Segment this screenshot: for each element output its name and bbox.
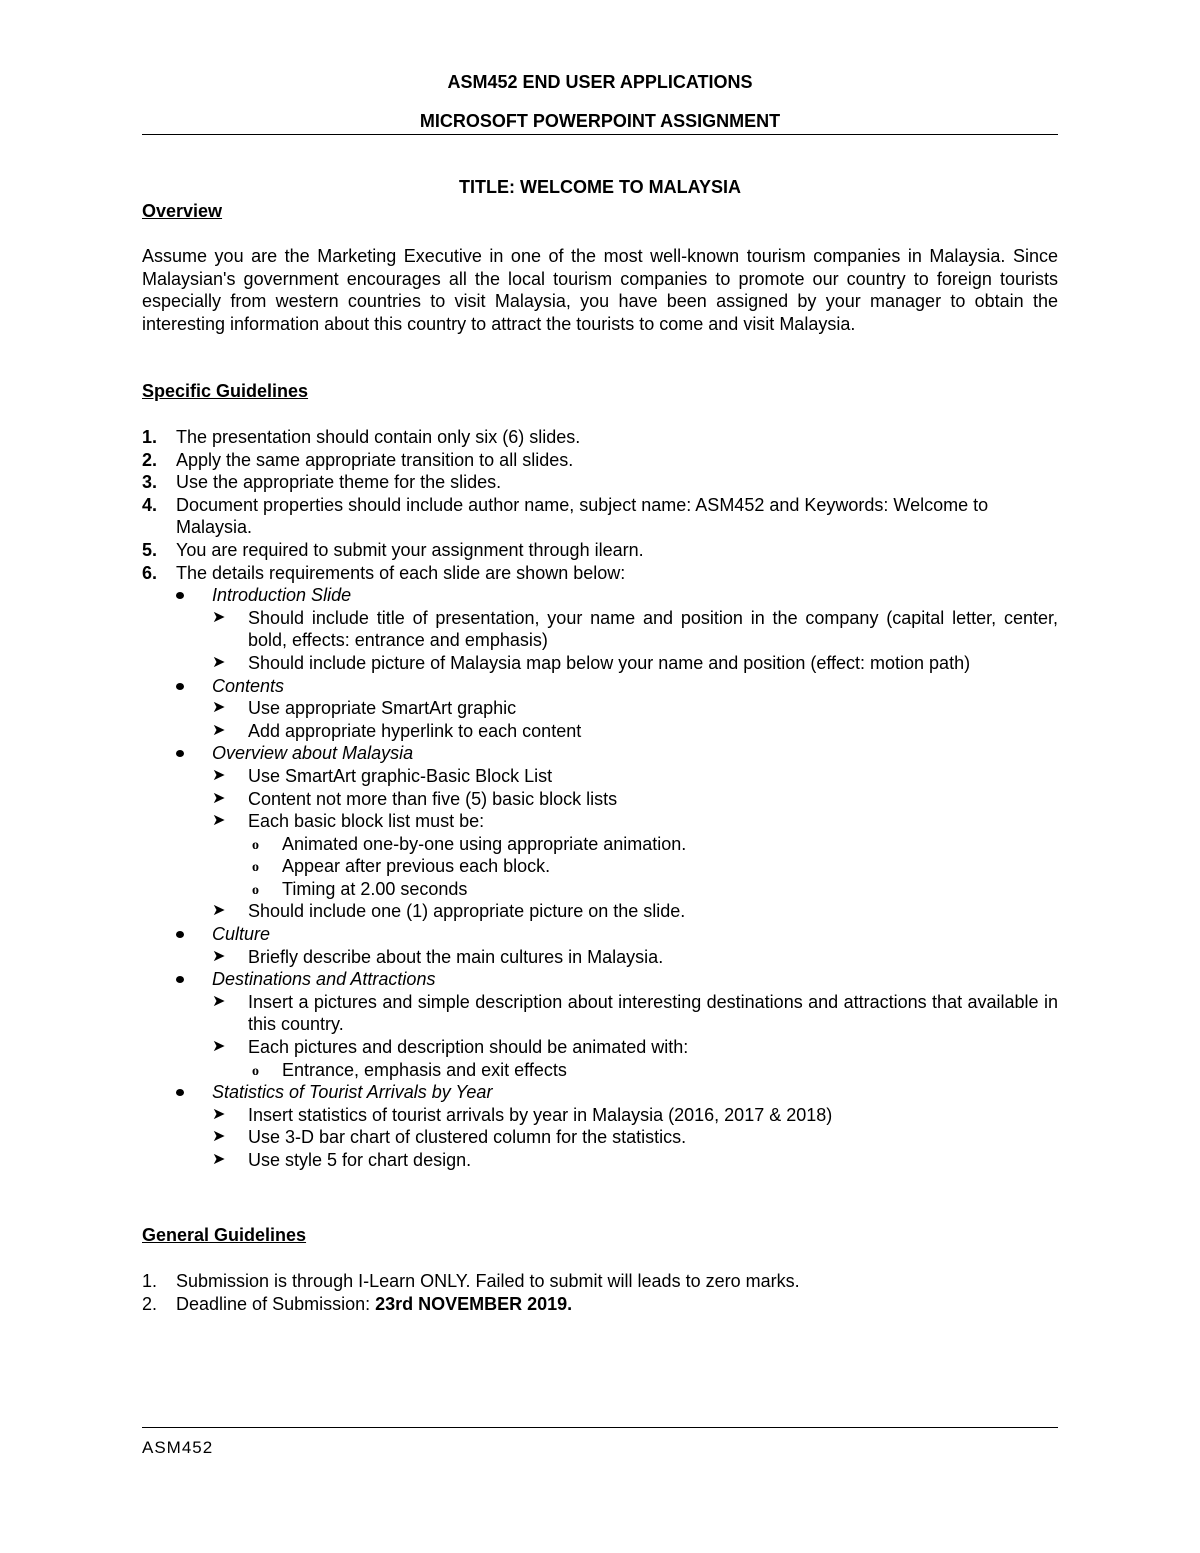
specific-guidelines-list [142,426,1058,1172]
point-text: Use 3-D bar chart of clustered column for the statistics. [248,1127,687,1148]
slide-name: Statistics of Tourist Arrivals by Year [212,1082,493,1103]
circle-bullet-icon: o [252,882,259,898]
item-number: 2. [142,1293,158,1314]
arrow-bullet-icon: ➤ [212,789,226,807]
bullet-icon [176,592,184,599]
arrow-bullet-icon: ➤ [212,812,226,830]
point-text: Should include picture of Malaysia map below your name and position (effect: motion path) [248,652,971,673]
course-title: ASM452 END USER APPLICATIONS [447,72,753,92]
slide-name: Destinations and Attractions [212,969,436,990]
slide-name: Culture [212,924,271,945]
list-item [142,1270,1058,1293]
point-item [212,652,1058,675]
bullet-icon [176,931,184,938]
assignment-title: MICROSOFT POWERPOINT ASSIGNMENT [419,111,781,131]
subpoint-text: Animated one-by-one using appropriate animation. [282,833,687,854]
item-text: Submission is through I-Learn ONLY. Failed to submit will leads to zero marks. [176,1271,800,1291]
arrow-bullet-icon: ➤ [212,1038,226,1056]
point-item [212,1126,1058,1149]
slide-item-culture [176,923,1058,968]
item-text: Deadline of Submission: [176,1293,376,1314]
point-text: Should include one (1) appropriate picture on the slide. [248,901,686,922]
point-item [212,900,1058,923]
list-item [142,562,1058,1172]
bullet-icon [176,1089,184,1096]
bullet-icon [176,976,184,983]
item-text: Use the appropriate theme for the slides. [176,472,502,493]
point-text: Insert statistics of tourist arrivals by year in Malaysia (2016, 2017 & 2018) [248,1104,833,1125]
deadline-date: 23rd NOVEMBER 2019. [375,1293,573,1314]
point-list [212,991,1058,1081]
list-item [142,426,1058,449]
subpoint-item [248,855,1058,878]
arrow-bullet-icon: ➤ [212,1105,226,1123]
footer-code: ASM452 [142,1438,214,1457]
point-list [212,946,1058,969]
point-item [212,720,1058,743]
arrow-bullet-icon: ➤ [212,766,226,784]
point-item [212,607,1058,652]
arrow-bullet-icon: ➤ [212,653,226,671]
general-guidelines-heading: General Guidelines [142,1225,307,1245]
subpoint-list [248,833,1058,901]
point-text: Content not more than five (5) basic block lists [248,788,618,809]
point-text: Briefly describe about the main cultures in Malaysia. [248,946,664,967]
subpoint-item [248,1059,1058,1082]
slide-item-destinations [176,968,1058,1081]
arrow-bullet-icon: ➤ [212,1151,226,1168]
item-number: 5. [142,539,158,560]
list-item [142,494,1058,539]
item-number: 4. [142,494,158,515]
overview-paragraph: Assume you are the Marketing Executive in one of the most well-known tourism companies in Malaysia. Since Malaysian's government encourages all the local tourism companies to promote our country to foreign tourists especially from western countries to visit Malaysia, you have been assigned by your manager to obtain the interesting information about this country to attract the tourists to come and visit Malaysia. [142,246,1058,334]
item-number: 3. [142,472,158,493]
point-item [212,946,1058,969]
item-number: 2. [142,449,158,470]
point-item [212,1149,1058,1172]
item-text: The details requirements of each slide are shown below: [176,562,626,583]
list-item [142,539,1058,562]
document-page [142,0,1058,1553]
point-item [212,810,1058,900]
subpoint-text: Entrance, emphasis and exit effects [282,1059,567,1080]
point-list [212,765,1058,923]
arrow-bullet-icon: ➤ [212,1128,226,1146]
item-text: Document properties should include author name, subject name: ASM452 and Keywords: Welcome to Malaysia. [176,494,989,538]
arrow-bullet-icon: ➤ [212,608,226,626]
item-text: Apply the same appropriate transition to all slides. [176,449,574,470]
list-item [142,471,1058,494]
slide-requirements-list [176,584,1058,1171]
slide-name: Introduction Slide [212,585,352,606]
point-item [212,788,1058,811]
slide-item-introduction [176,584,1058,674]
item-text: The presentation should contain only six (6) slides. [176,427,581,447]
list-item [142,1293,1058,1316]
document-title: TITLE: WELCOME TO MALAYSIA [459,177,741,197]
slide-item-statistics [176,1081,1058,1171]
bullet-icon [176,750,184,757]
item-number: 6. [142,562,158,583]
point-item [212,1104,1058,1127]
item-text: You are required to submit your assignment through ilearn. [176,539,644,560]
list-item [142,449,1058,472]
point-text: Add appropriate hyperlink to each content [248,720,582,741]
arrow-bullet-icon: ➤ [212,902,226,920]
item-number: 1. [142,1271,158,1291]
circle-bullet-icon: o [252,1063,259,1079]
point-text: Should include title of presentation, your name and position in the company (capital letter, center, bold, effects: entrance and emphasis) [248,607,1058,651]
point-text: Use SmartArt graphic-Basic Block List [248,765,553,786]
footer-rule [142,1427,1058,1428]
bullet-icon [176,683,184,690]
slide-name: Overview about Malaysia [212,743,414,764]
subpoint-item [248,833,1058,856]
overview-heading: Overview [142,201,223,221]
arrow-bullet-icon: ➤ [212,947,226,965]
point-text: Insert a pictures and simple description about interesting destinations and attractions that available in this country. [248,991,1058,1035]
specific-guidelines-heading: Specific Guidelines [142,381,309,401]
point-list [212,607,1058,675]
circle-bullet-icon: o [252,860,259,876]
item-number: 1. [142,427,158,447]
point-text: Use appropriate SmartArt graphic [248,698,517,719]
arrow-bullet-icon: ➤ [212,721,226,739]
slide-name: Contents [212,675,285,696]
point-list [212,697,1058,742]
circle-bullet-icon: o [252,837,259,853]
subpoint-item [248,878,1058,901]
point-text: Each basic block list must be: [248,811,485,832]
point-item [212,991,1058,1036]
point-item [212,765,1058,788]
slide-item-contents [176,675,1058,743]
slide-item-overview [176,742,1058,923]
point-item [212,1036,1058,1081]
arrow-bullet-icon: ➤ [212,699,226,717]
subpoint-text: Timing at 2.00 seconds [282,878,468,899]
general-guidelines-list [142,1270,1058,1315]
point-text: Use style 5 for chart design. [248,1150,472,1170]
point-text: Each pictures and description should be animated with: [248,1037,689,1058]
subpoint-list [248,1059,1058,1082]
header-rule [142,134,1058,135]
subpoint-text: Appear after previous each block. [282,856,551,877]
arrow-bullet-icon: ➤ [212,992,226,1010]
point-item [212,697,1058,720]
point-list [212,1104,1058,1172]
